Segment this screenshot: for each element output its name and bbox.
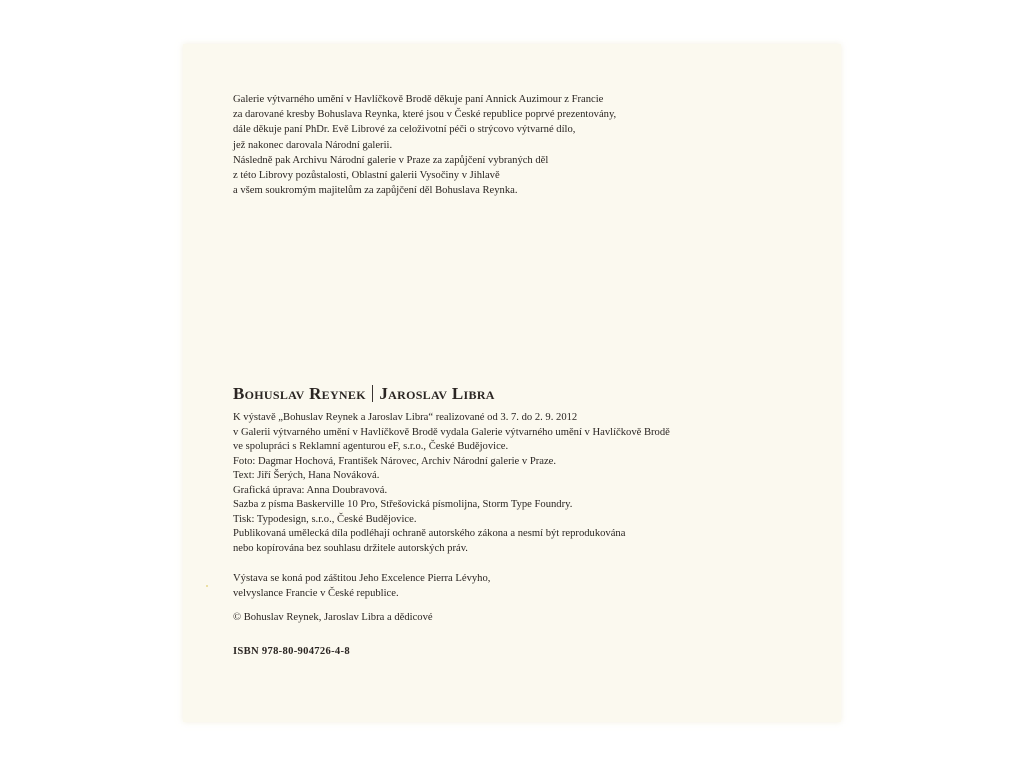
patronage-line: Výstava se koná pod záštitou Jeho Excelence Pierra Lévyho,	[233, 573, 491, 584]
heading-author-libra: Jaroslav Libra	[379, 384, 495, 403]
colophon-line: Text: Jiří Šerých, Hana Nováková.	[233, 470, 380, 481]
paper-speck	[206, 585, 208, 587]
colophon-line: v Galerii výtvarného umění v Havlíčkově Brodě vydala Galerie výtvarného umění v Havlíčkově Brodě	[233, 426, 670, 438]
heading-author-reynek: Bohuslav Reynek	[233, 384, 366, 403]
colophon-line: ve spolupráci s Reklamní agenturou eF, s.r.o., České Budějovice.	[233, 441, 509, 452]
acknowledgement-line: jež nakonec darovala Národní galerii.	[233, 139, 393, 151]
acknowledgement-paragraph	[233, 92, 793, 198]
patronage-line: velvyslance Francie v České republice.	[233, 587, 399, 599]
colophon-line: Foto: Dagmar Hochová, František Nárovec, Archiv Národní galerie v Praze.	[233, 455, 557, 467]
acknowledgement-line: dále děkuje paní PhDr. Evě Librové za celoživotní péči o strýcovo výtvarné dílo,	[233, 124, 576, 136]
acknowledgement-line: Galerie výtvarného umění v Havlíčkově Brodě děkuje paní Annick Auzimour z Francie	[233, 94, 604, 105]
colophon-line: Grafická úprava: Anna Doubravová.	[233, 484, 388, 496]
acknowledgement-line: a všem soukromým majitelům za zapůjčení děl Bohuslava Reynka.	[233, 185, 518, 197]
acknowledgement-line: Následně pak Archivu Národní galerie v Praze za zapůjčení vybraných děl	[233, 154, 549, 166]
acknowledgement-line: z této Librovy pozůstalosti, Oblastní galerii Vysočiny v Jihlavě	[233, 170, 500, 182]
colophon-paragraph	[233, 411, 833, 556]
acknowledgement-line: za darované kresby Bohuslava Reynka, které jsou v České republice poprvé prezentovány,	[233, 109, 617, 121]
heading-separator	[372, 385, 374, 402]
book-title-heading	[233, 384, 495, 404]
colophon-line: K výstavě „Bohuslav Reynek a Jaroslav Libra“ realizované od 3. 7. do 2. 9. 2012	[233, 412, 578, 423]
colophon-line: Tisk: Typodesign, s.r.o., České Budějovice.	[233, 513, 417, 525]
colophon-line: Publikovaná umělecká díla podléhají ochraně autorského zákona a nesmí být reprodukována	[233, 528, 626, 539]
isbn-number: ISBN 978-80-904726-4-8	[233, 646, 350, 657]
patronage-paragraph	[233, 572, 793, 601]
copyright-notice: © Bohuslav Reynek, Jaroslav Libra a dědicové	[233, 612, 433, 623]
colophon-line: nebo kopírována bez souhlasu držitele autorských práv.	[233, 542, 468, 554]
colophon-line: Sazba z písma Baskerville 10 Pro, Střešovická písmolijna, Storm Type Foundry.	[233, 499, 573, 510]
